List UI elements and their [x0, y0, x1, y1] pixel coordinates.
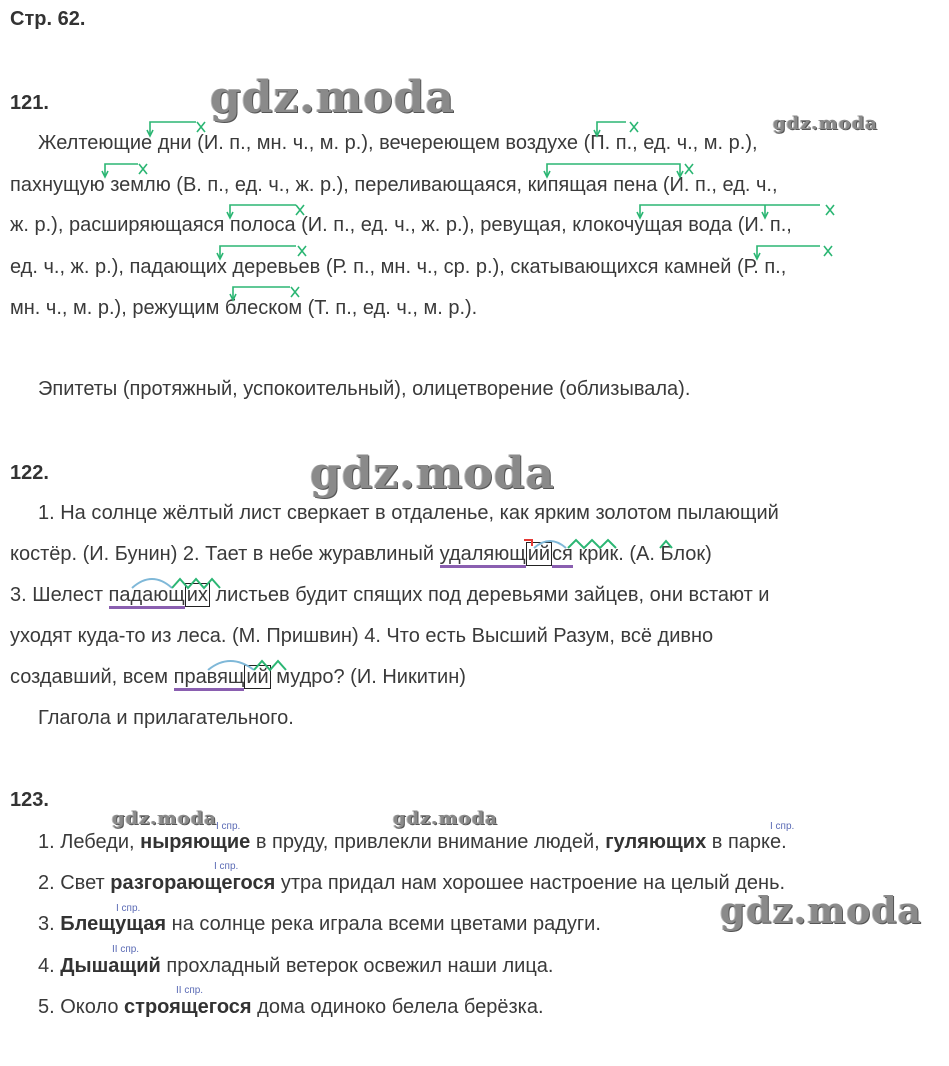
- word-root-ending: падающ: [109, 584, 185, 609]
- ex121-line-4: ед. ч., ж. р.), падающих деревьев (Р. п., мн. ч., ср. р.), скатывающихся камней (Р. п.,: [10, 256, 787, 278]
- x-mark: [630, 122, 638, 132]
- ex122-line-4: уходят куда-то из леса. (М. Пришвин) 4. Что есть Высший Разум, всё дивно: [10, 625, 714, 647]
- watermark: gdz.moda: [773, 113, 878, 134]
- ex122-line-3: 3. Шелест падающ их листьев будит спящих под деревьями зайцев, они встают и: [10, 584, 769, 607]
- ex122-line-5: создавший, всем правящ ий мудро? (И. Никитин): [10, 666, 466, 689]
- watermark: gdz.moda: [393, 808, 498, 829]
- ex121-line-3: ж. р.), расширяющаяся полоса (И. п., ед. ч., ж. р.), ревущая, клокочущая вода (И. п.,: [10, 214, 792, 236]
- ex123-sentence-2: 2. Свет разгорающегося утра придал нам хорошее настроение на целый день.: [38, 872, 786, 894]
- x-mark: [139, 164, 147, 174]
- exercise-number-123: 123.: [10, 789, 49, 811]
- x-mark: [824, 246, 832, 256]
- ending-box: их: [186, 584, 208, 606]
- x-mark: [685, 164, 693, 174]
- ending-box: ий: [527, 543, 551, 565]
- x-mark: [197, 122, 205, 132]
- conjugation-label: I спр.: [216, 821, 241, 832]
- ex121-line-2: пахнущую землю (В. п., ед. ч., ж. р.), переливающаяся, кипящая пена (И. п., ед. ч.,: [10, 174, 778, 196]
- ending-box: ий: [246, 666, 269, 688]
- ex123-sentence-1: 1. Лебеди, ныряющие в пруду, привлекли внимание людей, гуляющих в парке.: [38, 831, 787, 853]
- watermark: gdz.moda: [720, 890, 922, 932]
- ex123-sentence-4: 4. Дышащий прохладный ветерок освежил наши лица.: [38, 955, 554, 977]
- ex122-answer: Глагола и прилагательного.: [38, 707, 294, 729]
- ex121-note: Эпитеты (протяжный, успокоительный), олицетворение (облизывала).: [38, 378, 691, 400]
- conjugation-label: I спр.: [214, 861, 239, 872]
- conjugation-label: I спр.: [770, 821, 795, 832]
- watermark: gdz.moda: [112, 808, 217, 829]
- ex121-line-5: мн. ч., м. р.), режущим блеском (Т. п., ед. ч., м. р.).: [10, 297, 478, 319]
- watermark: gdz.moda: [210, 72, 456, 123]
- watermark: gdz.moda: [310, 448, 556, 499]
- exercise-number-122: 122.: [10, 462, 49, 484]
- x-mark: [826, 205, 834, 215]
- exercise-number-121: 121.: [10, 92, 49, 114]
- conjugation-label: II спр.: [112, 944, 140, 955]
- page-number: Стр. 62.: [10, 8, 86, 30]
- conjugation-label: I спр.: [116, 903, 141, 914]
- word-root-ending: правящ: [174, 666, 245, 691]
- x-mark: [291, 287, 299, 297]
- ex122-line-2: костёр. (И. Бунин) 2. Тает в небе журавлиный удаляющ ий ся крик. (А. Блок): [10, 543, 712, 566]
- ex121-line-1: Желтеющие дни (И. п., мн. ч., м. р.), вечереющем воздухе (П. п., ед. ч., м. р.),: [38, 132, 758, 154]
- ex123-sentence-5: 5. Около строящегося дома одиноко белела берёзка.: [38, 996, 544, 1018]
- x-mark: [298, 246, 306, 256]
- ex123-sentence-3: 3. Блещущая на солнце река играла всеми цветами радуги.: [38, 913, 601, 935]
- word-root-ending: удаляющ: [440, 543, 526, 568]
- ex122-line-1: 1. На солнце жёлтый лист сверкает в отдаленье, как ярким золотом пылающий: [38, 502, 779, 524]
- conjugation-label: II спр.: [176, 985, 204, 996]
